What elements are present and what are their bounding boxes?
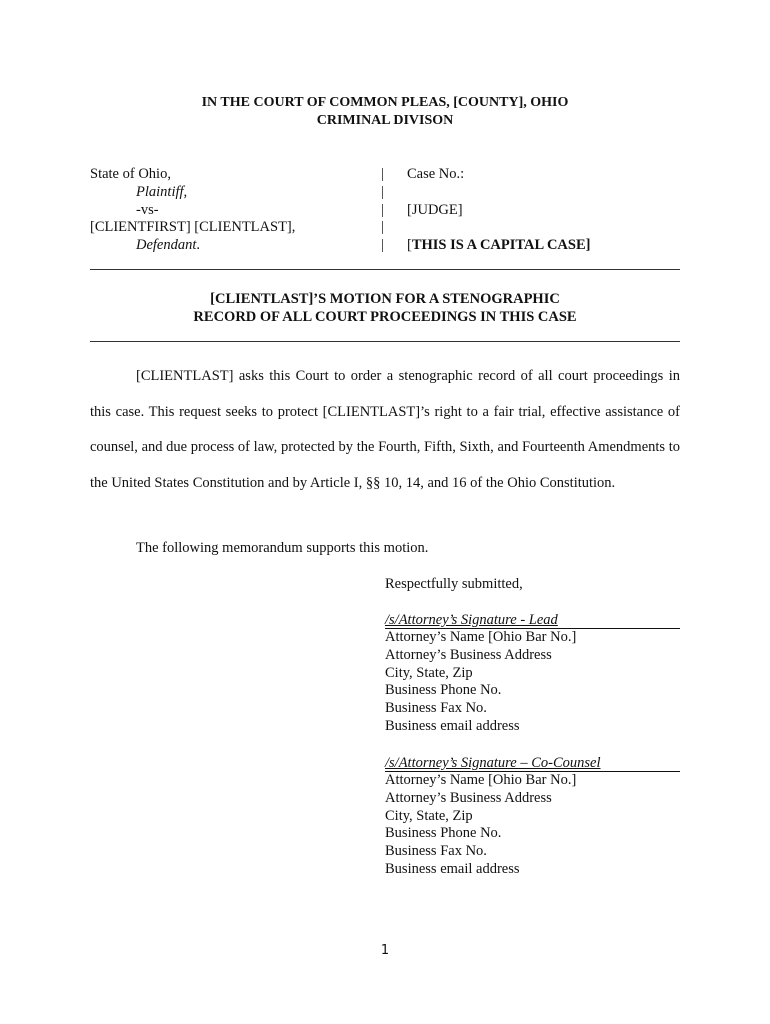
defendant-label-line <box>90 237 295 255</box>
co-counsel-signature-line: /s/Attorney’s Signature – Co-Counsel <box>385 755 680 772</box>
memorandum-line: The following memorandum supports this motion. <box>136 540 429 556</box>
co-counsel-email: Business email address <box>385 860 520 877</box>
caption-bar: | <box>381 219 384 236</box>
motion-body-paragraph: [CLIENTLAST] asks this Court to order a stenographic record of all court proceedings in this case. This request seeks to protect [CLIENTLAST]’s right to a fair trial, effective assistance of counsel, and due process of law, protected by the Fourth, Fifth, Sixth, and Fourteenth Amendments to the United States Constitution and by Article I, §§ 10, 14, and 16 of the Ohio Constitution. <box>90 368 680 491</box>
capital-bracket: [ <box>407 237 412 254</box>
defendant-label: Defendant <box>136 237 197 254</box>
motion-title-line1: [CLIENTLAST]’S MOTION FOR A STENOGRAPHIC <box>210 291 560 307</box>
versus: -vs- <box>136 201 159 218</box>
plaintiff-name: State of Ohio, <box>90 166 171 182</box>
motion-title-line2: RECORD OF ALL COURT PROCEEDINGS IN THIS CASE <box>193 309 577 325</box>
capital-case-notice <box>407 237 590 255</box>
lead-attorney-address: Attorney’s Business Address <box>385 646 552 663</box>
case-caption-details <box>407 166 590 255</box>
co-counsel-city: City, State, Zip <box>385 807 473 824</box>
title-rule <box>90 341 680 342</box>
signature-block-co-counsel <box>385 755 680 879</box>
lead-attorney-email: Business email address <box>385 717 520 734</box>
co-counsel-name: Attorney’s Name [Ohio Bar No.] <box>385 772 577 788</box>
court-division: CRIMINAL DIVISON <box>316 113 454 128</box>
court-heading <box>90 94 680 130</box>
co-counsel-phone: Business Phone No. <box>385 825 502 842</box>
caption-rule <box>90 269 680 270</box>
judge: [JUDGE] <box>407 201 463 218</box>
caption-divider <box>381 166 384 255</box>
lead-attorney-phone: Business Phone No. <box>385 682 502 699</box>
co-counsel-address: Attorney’s Business Address <box>385 789 552 806</box>
capital-case-text: THIS IS A CAPITAL CASE] <box>411 237 591 254</box>
lead-attorney-city: City, State, Zip <box>385 664 473 681</box>
defendant-period: . <box>196 237 201 254</box>
caption-bar: | <box>381 166 384 182</box>
case-number: Case No.: <box>407 166 465 182</box>
closing: Respectfully submitted, <box>385 576 523 592</box>
court-name: IN THE COURT OF COMMON PLEAS, [COUNTY], OHIO <box>201 95 569 110</box>
page-number: 1 <box>380 943 390 958</box>
lead-attorney-name: Attorney’s Name [Ohio Bar No.] <box>385 629 577 645</box>
lead-signature-line: /s/Attorney’s Signature - Lead <box>385 612 680 629</box>
motion-title <box>90 290 680 326</box>
defendant-name: [CLIENTFIRST] [CLIENTLAST], <box>90 219 296 236</box>
signature-block-lead <box>385 612 680 736</box>
co-counsel-fax: Business Fax No. <box>385 843 487 860</box>
caption-bar: | <box>381 237 384 254</box>
caption-bar: | <box>381 183 384 200</box>
case-caption-parties <box>90 166 295 255</box>
lead-attorney-fax: Business Fax No. <box>385 700 487 717</box>
plaintiff-label: Plaintiff, <box>136 183 188 200</box>
caption-bar: | <box>381 201 384 218</box>
